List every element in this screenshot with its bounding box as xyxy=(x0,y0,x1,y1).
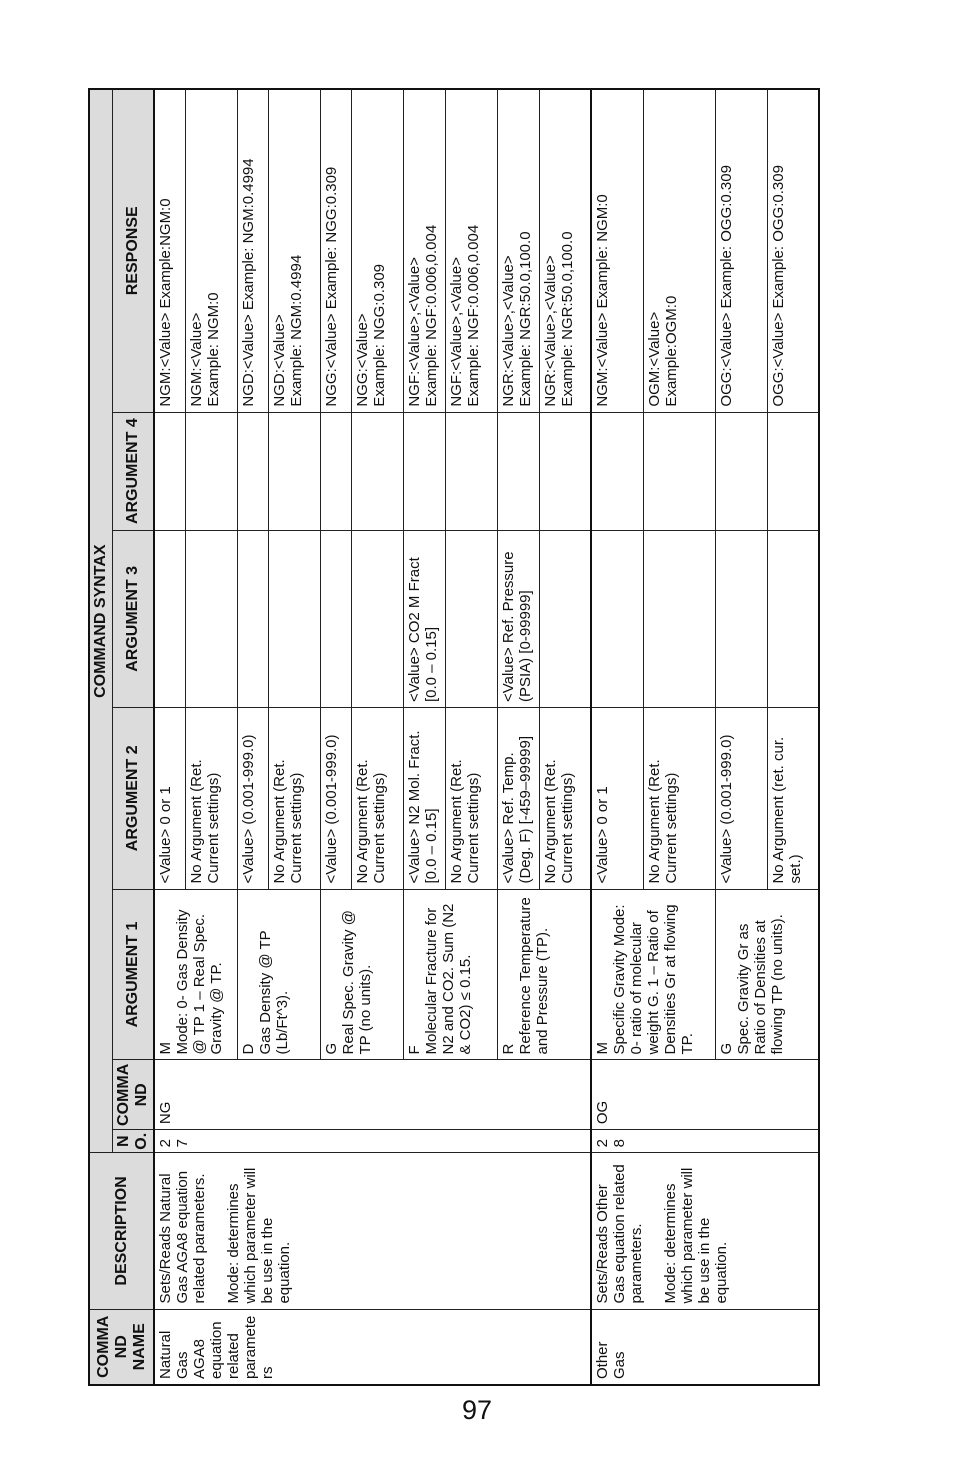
argument-2-cell: No Argument (Ret. Current settings) xyxy=(539,708,591,890)
argument-2-cell: No Argument (Ret. Current settings) xyxy=(185,708,237,890)
rotated-table-content xyxy=(88,88,868,1386)
header-argument-1: ARGUMENT 1 xyxy=(113,889,155,1060)
argument-2-cell: No Argument (Ret. Current settings) xyxy=(268,708,320,890)
argument-4-cell xyxy=(497,412,539,530)
argument-2-cell: <Value> N2 Mol. Fract. [0.0 – 0.15] xyxy=(403,708,445,890)
argument-3-cell xyxy=(185,530,237,707)
table-row xyxy=(591,89,643,1385)
argument-2-cell: <Value> (0.001-999.0) xyxy=(320,708,351,890)
argument-1-cell: D Gas Density @ TP (Lb/Ft^3). xyxy=(237,889,320,1060)
argument-1-cell: G Spec. Gravity Gr as Ratio of Densities at flowing TP (no units). xyxy=(715,889,819,1060)
header-argument-3: ARGUMENT 3 xyxy=(113,530,155,707)
argument-3-cell xyxy=(445,530,497,707)
header-response: RESPONSE xyxy=(113,89,155,412)
response-cell: NGR:<Value>,<Value> Example: NGR:50.0,100.0 xyxy=(497,89,539,412)
argument-2-cell: <Value> 0 or 1 xyxy=(591,708,643,890)
description-cell: Sets/Reads Other Gas equation related parameters. Mode: determines which parameter will be use in the equation. xyxy=(591,1153,819,1309)
argument-4-cell xyxy=(185,412,237,530)
page-number: 97 xyxy=(461,1395,493,1425)
command-cell: OG xyxy=(591,1060,819,1130)
argument-3-cell xyxy=(715,530,767,707)
response-cell: NGR:<Value>,<Value> Example: NGR:50.0,100.0 xyxy=(539,89,591,412)
argument-3-cell: <Value> CO2 M Fract [0.0 – 0.15] xyxy=(403,530,445,707)
argument-3-cell xyxy=(767,530,819,707)
argument-3-cell xyxy=(591,530,643,707)
argument-1-cell: M Mode: 0- Gas Density @ TP 1 – Real Spec. Gravity @ TP. xyxy=(154,889,237,1060)
response-cell: OGG:<Value> Example: OGG:0.309 xyxy=(767,89,819,412)
argument-4-cell xyxy=(351,412,403,530)
response-cell: NGD:<Value> Example: NGM:0.4994 xyxy=(268,89,320,412)
table-body xyxy=(154,89,819,1385)
response-cell: NGG:<Value> Example: NGG:0.309 xyxy=(320,89,351,412)
no-cell: 27 xyxy=(154,1130,591,1153)
response-cell: OGG:<Value> Example: OGG:0.309 xyxy=(715,89,767,412)
argument-4-cell xyxy=(268,412,320,530)
argument-1-cell: R Reference Temperature and Pressure (TP). xyxy=(497,889,591,1060)
argument-1-cell: G Real Spec. Gravity @ TP (no units). xyxy=(320,889,403,1060)
command-name-cell: Other Gas xyxy=(591,1309,819,1385)
header-no: NO. xyxy=(113,1130,155,1153)
argument-3-cell xyxy=(237,530,268,707)
response-cell: NGM:<Value> Example: NGM:0 xyxy=(185,89,237,412)
argument-4-cell xyxy=(320,412,351,530)
argument-4-cell xyxy=(403,412,445,530)
table-row xyxy=(154,89,185,1385)
argument-4-cell xyxy=(767,412,819,530)
argument-3-cell xyxy=(351,530,403,707)
command-name-cell: Natural Gas AGA8 equation related parameters xyxy=(154,1309,591,1385)
argument-4-cell xyxy=(445,412,497,530)
argument-1-cell: M Specific Gravity Mode: 0- ratio of molecular weight G. 1 – Ratio of Densities Gr at flowing TP. xyxy=(591,889,715,1060)
argument-2-cell: <Value> (0.001-999.0) xyxy=(715,708,767,890)
argument-2-cell: <Value> (0.001-999.0) xyxy=(237,708,268,890)
header-argument-4: ARGUMENT 4 xyxy=(113,412,155,530)
header-command-name: COMMAND NAME xyxy=(89,1309,154,1385)
argument-4-cell xyxy=(643,412,715,530)
argument-2-cell: <Value> Ref. Temp. (Deg. F) [-459–99999] xyxy=(497,708,539,890)
argument-3-cell xyxy=(154,530,185,707)
argument-4-cell xyxy=(539,412,591,530)
argument-3-cell xyxy=(320,530,351,707)
description-cell: Sets/Reads Natural Gas AGA8 equation related parameters. Mode: determines which parameter will be use in the equation. xyxy=(154,1153,591,1309)
no-cell: 28 xyxy=(591,1130,819,1153)
argument-4-cell xyxy=(154,412,185,530)
rotated-table-frame xyxy=(88,88,868,1386)
argument-4-cell xyxy=(591,412,643,530)
header-description: DESCRIPTION xyxy=(89,1153,154,1309)
command-table xyxy=(88,88,820,1386)
response-cell: OGM:<Value> Example:OGM:0 xyxy=(643,89,715,412)
response-cell: NGF:<Value>,<Value> Example: NGF:0.006,0.004 xyxy=(445,89,497,412)
header-command: COMMAND xyxy=(113,1060,155,1130)
response-cell: NGD:<Value> Example: NGM:0.4994 xyxy=(237,89,268,412)
argument-2-cell: No Argument (Ret. Current settings) xyxy=(445,708,497,890)
argument-2-cell: No Argument (Ret. Current settings) xyxy=(643,708,715,890)
argument-3-cell xyxy=(643,530,715,707)
argument-2-cell: No Argument (Ret. Current settings) xyxy=(351,708,403,890)
argument-2-cell: <Value> 0 or 1 xyxy=(154,708,185,890)
command-cell: NG xyxy=(154,1060,591,1130)
argument-3-cell xyxy=(539,530,591,707)
argument-4-cell xyxy=(715,412,767,530)
argument-3-cell xyxy=(268,530,320,707)
response-cell: NGG:<Value> Example: NGG:0.309 xyxy=(351,89,403,412)
header-command-syntax: COMMAND SYNTAX xyxy=(89,89,113,1153)
argument-2-cell: No Argument (ret. cur. set.) xyxy=(767,708,819,890)
response-cell: NGF:<Value>,<Value> Example: NGF:0.006,0.004 xyxy=(403,89,445,412)
argument-1-cell: F Molecular Fracture for N2 and CO2. Sum (N2 & CO2) ≤ 0.15. xyxy=(403,889,497,1060)
argument-3-cell: <Value> Ref. Pressure (PSIA) [0-99999] xyxy=(497,530,539,707)
response-cell: NGM:<Value> Example: NGM:0 xyxy=(591,89,643,412)
argument-4-cell xyxy=(237,412,268,530)
response-cell: NGM:<Value> Example:NGM:0 xyxy=(154,89,185,412)
header-argument-2: ARGUMENT 2 xyxy=(113,708,155,890)
